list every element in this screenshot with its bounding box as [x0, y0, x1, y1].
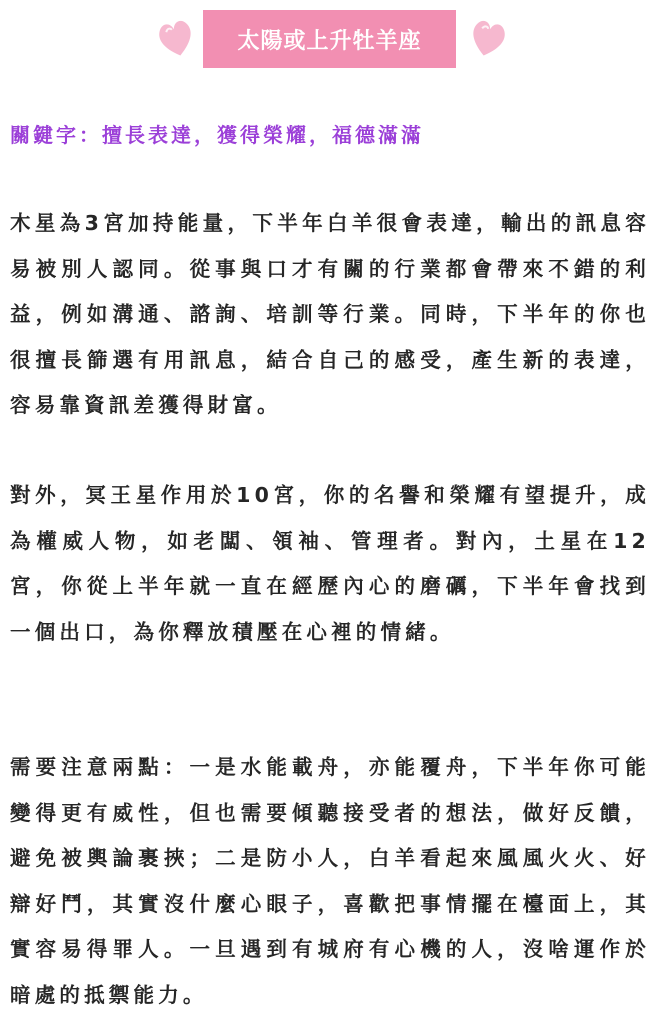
pink-heart-icon — [468, 16, 508, 60]
keywords-line: 關鍵字：擅長表達，獲得榮耀，福德滿滿 — [10, 123, 424, 147]
paragraph-jupiter: 木星為3宮加持能量，下半年白羊很會表達，輸出的訊息容易被別人認同。從事與口才有關的行業都會帶來不錯的利益，例如溝通、諮詢、培訓等行業。同時，下半年的你也很擅長篩選有用訊息，結合自己的感受，產生新的表達，容易靠資訊差獲得財富。 — [10, 211, 650, 417]
paragraph-notes: 需要注意兩點：一是水能載舟，亦能覆舟，下半年你可能變得更有威性，但也需要傾聽接受者的想法，做好反饋，避免被輿論裹挾；二是防小人，白羊看起來風風火火、好辯好鬥，其實沒什麼心眼子，喜歡把事情擺在檯面上，其實容易得罪人。一旦遇到有城府有心機的人，沒啥運作於暗處的抵禦能力。 — [10, 755, 650, 1007]
section-title: 太陽或上升牡羊座 — [203, 10, 456, 68]
pink-heart-icon — [156, 16, 196, 60]
paragraph-pluto-saturn: 對外，冥王星作用於10宮，你的名譽和榮耀有望提升，成為權威人物，如老闆、領袖、管理者。對內，土星在12宮，你從上半年就一直在經歷內心的磨礪，下半年會找到一個出口，為你釋放積壓在心裡的情緒。 — [10, 483, 650, 644]
section-header — [0, 10, 661, 70]
